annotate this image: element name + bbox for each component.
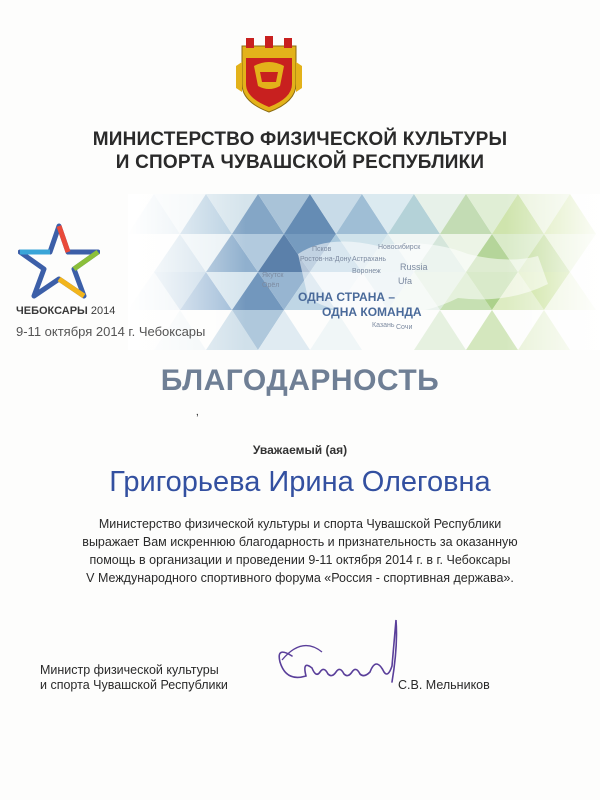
forum-year: 2014 <box>90 305 116 317</box>
map-label: Сочи <box>396 324 413 331</box>
body-line: V Международного спортивного форума «Россия - спортивная держава». <box>86 571 514 585</box>
stray-mark: ‚ <box>196 404 199 418</box>
ministry-title-line2: И СПОРТА ЧУВАШСКОЙ РЕСПУБЛИКИ <box>115 152 485 173</box>
map-label: Казань <box>372 322 395 329</box>
map-label: Орёл <box>262 282 280 289</box>
forum-star-logo-icon <box>18 222 100 300</box>
map-label: Ufa <box>398 276 413 286</box>
body-line: выражает Вам искреннюю благодарность и признательность за оказанную <box>82 535 518 549</box>
signatory-position <box>40 663 228 693</box>
map-label: Новосибирск <box>378 244 421 251</box>
map-label: Псков <box>312 246 332 253</box>
map-label: Ростов-на-Дону <box>300 256 351 263</box>
map-label: Russia <box>400 262 428 272</box>
handwritten-signature <box>262 616 412 696</box>
body-line: Министерство физической культуры и спорта Чувашской Республики <box>98 517 502 531</box>
signatory-position-line2: и спорта Чувашской Республики <box>40 678 228 692</box>
body-line: помощь в организации и проведении 9-11 октября 2014 г. в г. Чебоксары <box>89 553 511 567</box>
certificate-title: БЛАГОДАРНОСТЬ <box>160 364 440 397</box>
map-label: Астрахань <box>352 256 386 263</box>
certificate-body <box>40 515 560 587</box>
forum-slogan-line1: ОДНА СТРАНА – <box>298 290 396 304</box>
map-label: Воронеж <box>352 268 381 275</box>
ministry-title-line1: МИНИСТЕРСТВО ФИЗИЧЕСКОЙ КУЛЬТУРЫ <box>92 129 508 150</box>
signatory-name: С.В. Мельников <box>398 678 490 692</box>
ministry-title <box>0 128 600 174</box>
signatory-position-line1: Министр физической культуры <box>40 663 219 677</box>
forum-dates: 9-11 октября 2014 г. Чебоксары <box>16 324 206 339</box>
forum-city-year <box>16 305 115 317</box>
salutation: Уважаемый (ая) <box>252 443 348 457</box>
forum-city: ЧЕБОКСАРЫ <box>16 305 88 317</box>
recipient-name: Григорьева Ирина Олеговна <box>109 466 491 498</box>
map-label: Якутск <box>262 272 284 279</box>
forum-slogan-line2: ОДНА КОМАНДА <box>322 305 422 319</box>
coat-of-arms-icon <box>232 36 306 114</box>
